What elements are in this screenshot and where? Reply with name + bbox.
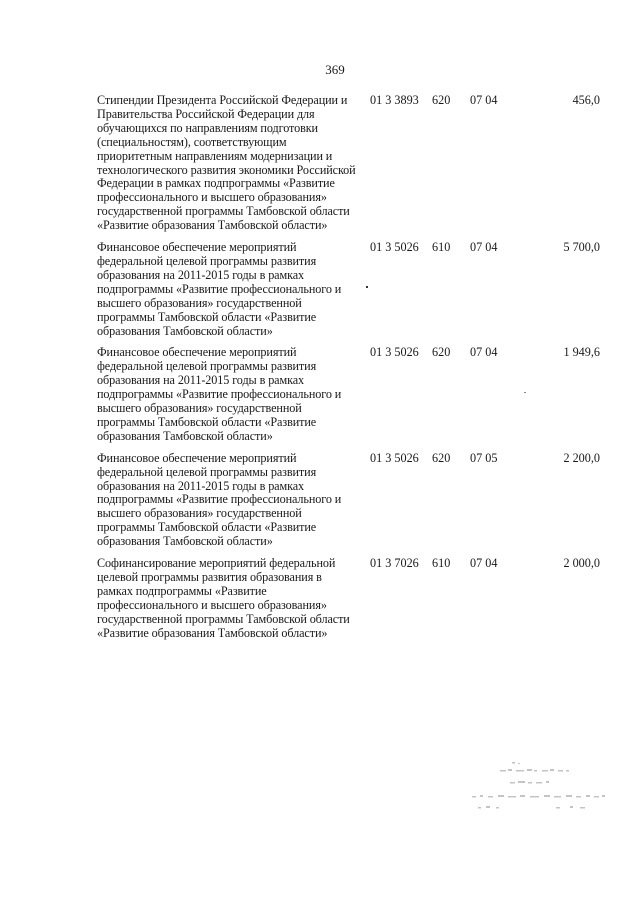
table-row bbox=[0, 241, 640, 338]
faded-stamp-image bbox=[470, 760, 610, 820]
row-amount: 456,0 bbox=[572, 93, 600, 107]
table-row bbox=[0, 346, 640, 443]
page-number: 369 bbox=[325, 62, 345, 77]
row-description: Финансовое обеспечение мероприятий федеральной целевой программы развития образования на 2011-2015 годы в рамках подпрограммы «Развитие профессионального и высшего образования» государственной программы Тамбовской области «Развитие образования Тамбовской области» bbox=[97, 345, 342, 443]
table-row bbox=[0, 452, 640, 549]
row-expense-type: 620 bbox=[432, 345, 451, 360]
row-description: Софинансирование мероприятий федеральной целевой программы развития образования в рамках подпрограммы «Развитие профессионального и высшего образования» государственной программы Тамбовской области «Развитие образования Тамбовской области» bbox=[97, 556, 350, 640]
row-section: 07 04 bbox=[470, 556, 498, 571]
row-amount: 2 000,0 bbox=[563, 556, 600, 571]
table-row bbox=[0, 94, 640, 233]
row-target-article: 01 3 5026 bbox=[370, 450, 419, 465]
row-description: Финансовое обеспечение мероприятий федеральной целевой программы развития образования на 2011-2015 годы в рамках подпрограммы «Развитие профессионального и высшего образования» государственной программы Тамбовской области «Развитие образования Тамбовской области» bbox=[97, 450, 342, 549]
budget-table bbox=[0, 94, 640, 649]
row-expense-type: 610 bbox=[432, 240, 451, 255]
row-expense-type: 620 bbox=[432, 450, 451, 465]
row-section: 07 05 bbox=[470, 450, 498, 465]
row-target-article: 01 3 5026 bbox=[370, 345, 419, 360]
row-amount: 2 200,0 bbox=[563, 450, 600, 465]
row-description: Стипендии Президента Российской Федерации и Правительства Российской Федерации для обучающихся по направлениям подготовки (специальностям), соответствующим приоритетным направлениям модернизации и технологического развития экономики Российской Федерации в рамках подпрограммы «Развитие профессионального и высшего образования» государственной программы Тамбовской области «Развитие образования Тамбовской области» bbox=[97, 93, 356, 233]
row-section: 07 04 bbox=[470, 345, 498, 360]
row-amount: 5 700,0 bbox=[563, 240, 600, 255]
scan-speck bbox=[366, 286, 368, 288]
row-amount: 1 949,6 bbox=[563, 345, 600, 360]
row-section: 07 04 bbox=[470, 240, 498, 255]
row-target-article: 01 3 5026 bbox=[370, 240, 419, 255]
row-section: 07 04 bbox=[470, 93, 498, 107]
row-target-article: 01 3 3893 bbox=[370, 93, 419, 107]
scan-speck bbox=[524, 392, 526, 393]
row-description: Финансовое обеспечение мероприятий федеральной целевой программы развития образования на 2011-2015 годы в рамках подпрограммы «Развитие профессионального и высшего образования» государственной программы Тамбовской области «Развитие образования Тамбовской области» bbox=[97, 240, 342, 338]
row-target-article: 01 3 7026 bbox=[370, 556, 419, 571]
row-expense-type: 620 bbox=[432, 93, 451, 107]
table-row bbox=[0, 557, 640, 640]
row-expense-type: 610 bbox=[432, 556, 451, 571]
